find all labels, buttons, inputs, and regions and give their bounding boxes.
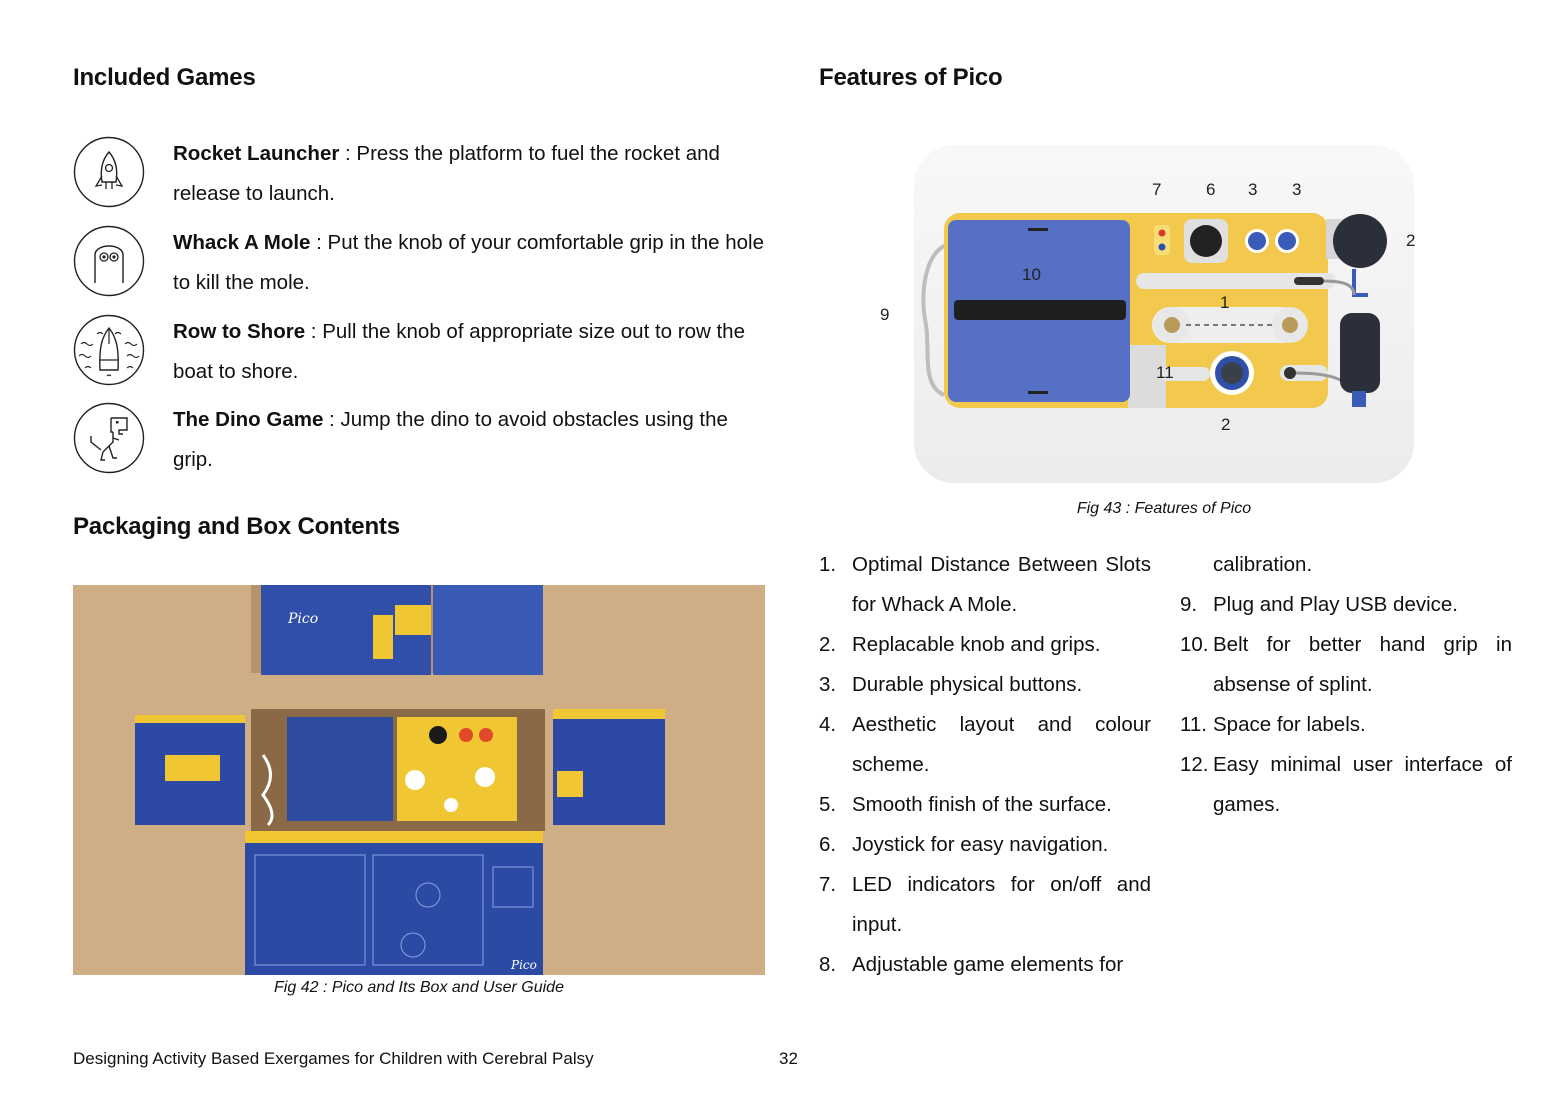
- game-text-dino-game: [173, 400, 765, 480]
- features-list-col2: [1180, 585, 1512, 825]
- feature-item: [1180, 705, 1512, 745]
- feature-item: [819, 665, 1151, 705]
- feature-text: Space for labels.: [1213, 713, 1366, 736]
- diagram-label-2-top: 2: [1406, 231, 1416, 250]
- feature-text: Durable physical buttons.: [852, 673, 1083, 696]
- feature-item: [819, 785, 1151, 825]
- flap-brand-text: Pico: [511, 958, 537, 972]
- diagram-label-3b: 3: [1292, 180, 1302, 199]
- game-item-rocket-launcher: [73, 134, 765, 216]
- feature-number: 3.: [819, 673, 837, 696]
- diagram-label-6: 6: [1206, 180, 1216, 199]
- fig43-caption: Fig 43 : Features of Pico: [1076, 500, 1252, 517]
- game-text-row-to-shore: [173, 312, 765, 392]
- feature-number: 1.: [819, 553, 837, 576]
- footer-title: Designing Activity Based Exergames for Children with Cerebral Palsy: [73, 1049, 594, 1068]
- feature-number: 9.: [1180, 593, 1198, 616]
- features-list-col1: [819, 545, 1151, 985]
- feature-item: [1180, 625, 1512, 705]
- diagram-label-2-bottom: 2: [1221, 415, 1231, 434]
- feature-number: 7.: [819, 873, 837, 896]
- diagram-label-3a: 3: [1248, 180, 1258, 199]
- diagram-label-10: 10: [1022, 265, 1041, 284]
- page-number: 32: [779, 1049, 798, 1068]
- dino-icon: [73, 402, 145, 474]
- diagram-label-1: 1: [1220, 293, 1230, 312]
- feature-number: 2.: [819, 633, 837, 656]
- feature-item: [819, 825, 1151, 865]
- feature-number: 11.: [1180, 713, 1207, 736]
- feature-item: [1180, 745, 1512, 825]
- game-item-whack-a-mole: [73, 223, 765, 305]
- feature-8-continuation: calibration.: [1213, 553, 1313, 576]
- feature-text: Joystick for easy navigation.: [852, 833, 1109, 856]
- diagram-label-11: 11: [1156, 363, 1174, 382]
- pico-diagram: [880, 145, 1416, 483]
- game-desc: : Jump the dino to avoid obstacles using the grip.: [173, 408, 728, 471]
- feature-number: 5.: [819, 793, 837, 816]
- game-name: Row to Shore: [173, 320, 306, 343]
- feature-text: Optimal Distance Between Slots for Whack A Mole.: [852, 553, 1151, 616]
- feature-item: [819, 545, 1151, 625]
- features-heading: Features of Pico: [819, 64, 1003, 91]
- feature-item: [819, 625, 1151, 665]
- feature-item: [1180, 585, 1512, 625]
- packaging-heading: Packaging and Box Contents: [73, 513, 400, 540]
- game-name: The Dino Game: [173, 408, 324, 431]
- feature-number: 12.: [1180, 753, 1209, 776]
- packaging-photo: [73, 585, 765, 975]
- diagram-label-9: 9: [880, 305, 890, 324]
- game-text-rocket-launcher: [173, 134, 765, 214]
- lid-brand-text: Pico: [288, 611, 319, 627]
- rocket-icon: [73, 136, 145, 208]
- feature-text: Adjustable game elements for: [852, 953, 1124, 976]
- feature-text: Plug and Play USB device.: [1213, 593, 1458, 616]
- game-name: Rocket Launcher: [173, 142, 340, 165]
- feature-text: Replacable knob and grips.: [852, 633, 1101, 656]
- game-item-dino-game: [73, 400, 765, 482]
- feature-text: Belt for better hand grip in absense of splint.: [1213, 633, 1512, 696]
- game-text-whack-a-mole: [173, 223, 765, 303]
- feature-text: Easy minimal user interface of games.: [1213, 753, 1512, 816]
- game-name: Whack A Mole: [173, 231, 311, 254]
- feature-text: LED indicators for on/off and input.: [852, 873, 1151, 936]
- included-games-heading: Included Games: [73, 64, 256, 91]
- game-desc: : Put the knob of your comfortable grip in the hole to kill the mole.: [173, 231, 764, 294]
- game-desc: : Press the platform to fuel the rocket and release to launch.: [173, 142, 720, 205]
- game-desc: : Pull the knob of appropriate size out to row the boat to shore.: [173, 320, 745, 383]
- game-item-row-to-shore: [73, 312, 765, 394]
- feature-text: Smooth finish of the surface.: [852, 793, 1112, 816]
- feature-item: [819, 945, 1151, 985]
- feature-number: 8.: [819, 953, 837, 976]
- pico-device-illustration: [914, 145, 1414, 483]
- mole-icon: [73, 225, 145, 297]
- fig42-caption: Fig 42 : Pico and Its Box and User Guide: [274, 979, 564, 996]
- feature-number: 4.: [819, 713, 837, 736]
- feature-number: 6.: [819, 833, 837, 856]
- feature-number: 10.: [1180, 633, 1209, 656]
- diagram-label-7: 7: [1152, 180, 1162, 199]
- feature-item: [819, 865, 1151, 945]
- boat-icon: [73, 314, 145, 386]
- feature-text: Aesthetic layout and colour scheme.: [852, 713, 1151, 776]
- feature-item: [819, 705, 1151, 785]
